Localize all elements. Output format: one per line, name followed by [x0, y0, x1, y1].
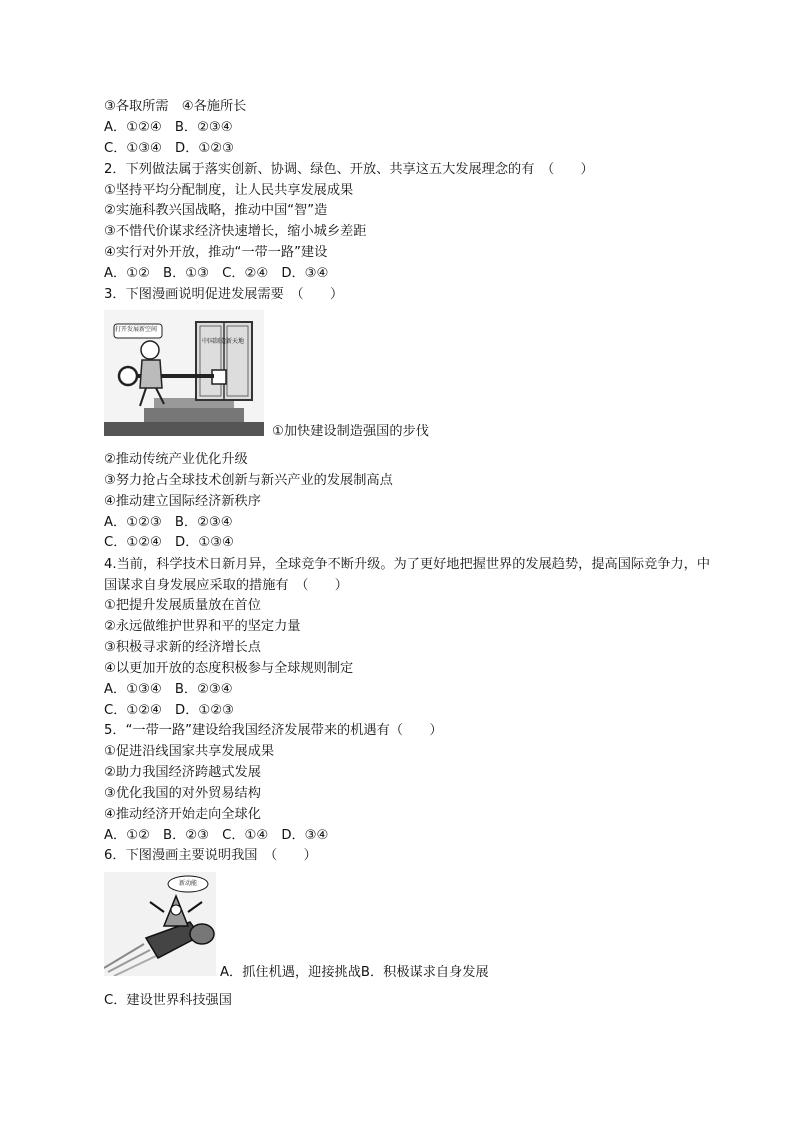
q4-stem: 4.当前，科学技术日新月异，全球竞争不断升级。为了更好地把握世界的发展趋势，提高国际竞争力，中国谋求自身发展应采取的措施有 （ ）	[104, 557, 711, 593]
q2-option-1: ①坚持平均分配制度，让人民共享发展成果	[104, 183, 354, 198]
q5-option-1: ①促进沿线国家共享发展成果	[104, 744, 275, 759]
q3-cartoon	[104, 310, 264, 436]
q6-choice-c: C．建设世界科技强国	[104, 993, 232, 1008]
q4-option-1: ①把提升发展质量放在首位	[104, 598, 261, 613]
q4-choices-ab: A．①③④ B．②③④	[104, 682, 233, 697]
q5-option-3: ③优化我国的对外贸易结构	[104, 786, 261, 801]
q4-option-4: ④以更加开放的态度积极参与全球规则制定	[104, 661, 354, 676]
q1-choices-cd: C．①③④ D．①②③	[104, 141, 234, 156]
q6-stem: 6．下图漫画主要说明我国 （ ）	[104, 848, 317, 863]
q5-stem: 5．“一带一路”建设给我国经济发展带来的机遇有（ ）	[104, 723, 443, 738]
q3-option-3: ③努力抢占全球技术创新与新兴产业的发展制高点	[104, 473, 393, 488]
q5-choices: A．①② B．②③ C．①④ D．③④	[104, 828, 329, 843]
q2-stem: 2．下列做法属于落实创新、协调、绿色、开放、共享这五大发展理念的有 （ ）	[104, 162, 594, 177]
q3-choices-cd: C．①②④ D．①③④	[104, 535, 234, 550]
q3-cartoon-bubble-text: 打开发展新空间	[115, 326, 158, 333]
q4-option-3: ③积极寻求新的经济增长点	[104, 640, 261, 655]
q1-options-continued: ③各取所需 ④各施所长	[104, 99, 247, 114]
q2-option-4: ④实行对外开放，推动“一带一路”建设	[104, 245, 328, 260]
q2-option-3: ③不惜代价谋求经济快速增长，缩小城乡差距	[104, 224, 367, 239]
q5-option-2: ②助力我国经济跨越式发展	[104, 765, 261, 780]
q6-choices-ab: A．抓住机遇，迎接挑战B．积极谋求自身发展	[220, 965, 489, 980]
q3-cartoon-door-label: 中国制造新天地	[201, 338, 244, 345]
q5-option-4: ④推动经济开始走向全球化	[104, 807, 261, 822]
q6-cartoon	[104, 872, 216, 976]
q3-option-1: ①加快建设制造强国的步伐	[272, 424, 429, 439]
q3-choices-ab: A．①②③ B．②③④	[104, 515, 233, 530]
q3-stem: 3．下图漫画说明促进发展需要 （ ）	[104, 287, 344, 302]
q2-option-2: ②实施科教兴国战略，推动中国“智”造	[104, 203, 328, 218]
q4-choices-cd: C．①②④ D．①②③	[104, 703, 234, 718]
q6-cartoon-bubble-text: 新动能	[178, 880, 197, 887]
q3-option-2: ②推动传统产业优化升级	[104, 452, 248, 467]
q1-choices-ab: A．①②④ B．②③④	[104, 120, 233, 135]
q4-option-2: ②永远做维护世界和平的坚定力量	[104, 619, 301, 634]
q3-option-4: ④推动建立国际经济新秩序	[104, 494, 261, 509]
q2-choices: A．①② B．①③ C．②④ D．③④	[104, 266, 329, 281]
